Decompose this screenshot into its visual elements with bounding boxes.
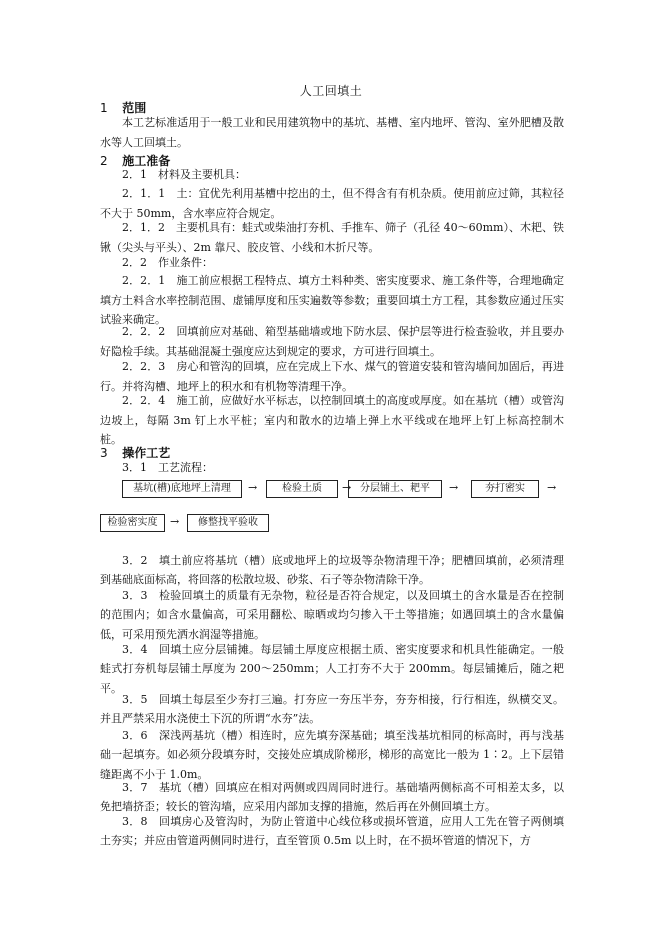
paragraph: 3．8 回填房心及管沟时，为防止管道中心线位移或损坏管道，应用人工先在管子两侧填土夯实；并应由管道两侧同时进行，直至管顶 0.5m 以上时，在不损坏管道的情况下，方	[100, 815, 564, 848]
arrow-right-icon: →	[248, 481, 258, 494]
flow-step: 修整找平验收	[187, 514, 269, 532]
section-title: 操作工艺	[122, 446, 171, 460]
arrow-right-icon: →	[170, 515, 180, 528]
document-title: 人工回填土	[299, 84, 363, 98]
paragraph: 3．4 回填土应分层铺摊。每层铺土厚度应根据土质、密实度要求和机具性能确定。一般蛙式打夯机每层铺土厚度为 200～250mm；人工打夯不大于 200mm。每层铺摊后，随之耙平。	[100, 643, 564, 695]
paragraph: 2．2．1 施工前应根据工程特点、填方土料种类、密实度要求、施工条件等，合理地确定填方土料含水率控制范围、虚铺厚度和压实遍数等参数；重要回填土方工程，其参数应通过压实试验来确定。	[100, 274, 564, 327]
flow-step: 检验土质	[266, 480, 338, 498]
section-title: 施工准备	[122, 154, 171, 168]
paragraph: 2．2．4 施工前，应做好水平标志，以控制回填土的高度或厚度。如在基坑（槽）或管沟边坡上，每隔 3m 钉上水平桩；室内和散水的边墙上弹上水平线或在地坪上钉上标高控制木桩。	[100, 394, 564, 447]
paragraph: 3．2 填土前应将基坑（槽）底或地坪上的垃圾等杂物清理干净；肥槽回填前，必须清理到基础底面标高，将回落的松散垃圾、砂浆、石子等杂物清除干净。	[100, 554, 564, 587]
paragraph: 3．1 工艺流程：	[122, 461, 213, 474]
paragraph: 3．3 检验回填土的质量有无杂物，粒径是否符合规定，以及回填土的含水量是否在控制的范围内；如含水量偏高，可采用翻松、晾晒或均匀掺入干土等措施；如遇回填土的含水量偏低，可采用预先洒水润湿等措施。	[100, 589, 564, 641]
arrow-right-icon: →	[342, 481, 352, 494]
section-number: 2	[100, 154, 108, 168]
arrow-right-icon: →	[449, 481, 459, 494]
paragraph: 本工艺标准适用于一般工业和民用建筑物中的基坑、基槽、室内地坪、管沟、室外肥槽及散水等人工回填土。	[100, 116, 564, 149]
section-title: 范围	[122, 101, 147, 115]
paragraph: 3．5 回填土每层至少夯打三遍。打夯应一夯压半夯，夯夯相接，行行相连，纵横交叉。并且严禁采用水浇使土下沉的所谓“水夯”法。	[100, 693, 564, 726]
section-number: 1	[100, 101, 108, 115]
paragraph: 2．1．1 土：宜优先利用基槽中挖出的土，但不得含有有机杂质。使用前应过筛，其粒径不大于 50mm，含水率应符合规定。	[100, 187, 564, 220]
paragraph: 3．7 基坑（槽）回填应在相对两侧或四周同时进行。基础墙两侧标高不可相差太多，以免把墙挤歪；较长的管沟墙，应采用内部加支撑的措施，然后再在外侧回填土方。	[100, 781, 564, 814]
flow-step: 基坑(槽)底地坪上清理	[122, 480, 242, 498]
paragraph: 2．2．3 房心和管沟的回填，应在完成上下水、煤气的管道安装和管沟墙间加固后，再进行。并将沟槽、地坪上的积水和有机物等清理干净。	[100, 360, 564, 393]
arrow-right-icon: →	[547, 481, 557, 494]
paragraph: 3．6 深浅两基坑（槽）相连时，应先填夯深基础；填至浅基坑相同的标高时，再与浅基础一起填夯。如必须分段填夯时，交接处应填成阶梯形，梯形的高宽比一般为 1∶2。上下层错缝距离不小于 1.0m。	[100, 729, 564, 781]
flow-step: 夯打密实	[471, 480, 539, 498]
paragraph: 2．1 材料及主要机具：	[122, 168, 246, 181]
flow-step: 检验密实度	[100, 514, 165, 532]
paragraph: 2．2 作业条件：	[122, 256, 213, 269]
section-number: 3	[100, 446, 108, 460]
paragraph: 2．2．2 回填前应对基础、箱型基础墙或地下防水层、保护层等进行检查验收，并且要办好隐检手续。其基础混凝土强度应达到规定的要求，方可进行回填土。	[100, 325, 564, 358]
paragraph: 2．1．2 主要机具有：蛙式或柴油打夯机、手推车、筛子（孔径 40～60mm）、木耙、铁锹（尖头与平头）、2m 靠尺、胶皮管、小线和木折尺等。	[100, 221, 564, 254]
flow-step: 分层铺土、耙平	[348, 480, 442, 498]
